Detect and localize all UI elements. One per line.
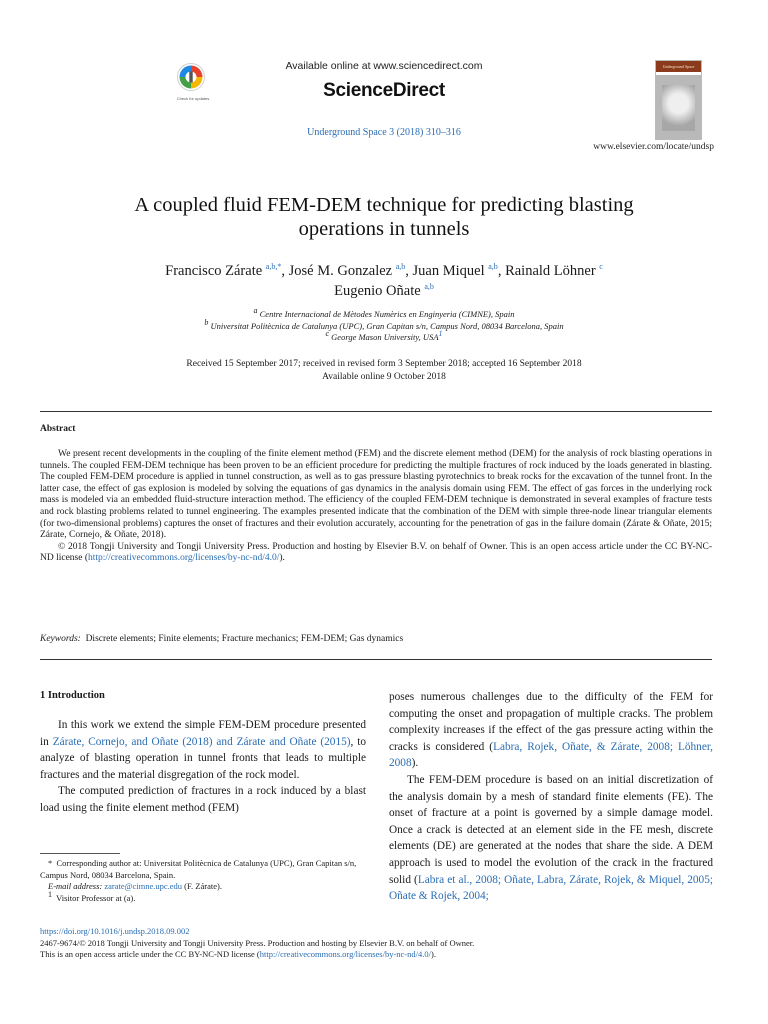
open-access-line xyxy=(40,949,740,961)
abstract-text: We present recent developments in the coupling of the finite element method (FEM) and the discrete element method (DEM) for the analysis of rock blasting operations in tunnels. The coupled FEM-DEM technique has been proven to be an efficient procedure for predicting the multiple fractures of rock induced by the loads generated in blasting. The coupled FEM-DEM procedure is applied in tunnel construction, as well as to gas pressure blasting pyrotechnics to break rocks for the excavation of the tunnel front. In the latter case, the effect of gas explosion is modeled by solving the equations of gas dynamics in the analysis domain using FEM. The effect of gas forces in the underlying rock mass is modeled via an embedded fluid-structure interaction method. The efficiency of the coupled FEM-DEM technique is demonstrated in several examples of fracture tests and rock blasting problems related to tunnel engineering. The examples presented indicate that the combination of the DEM with simple three-node linear triangular elements (for two-dimensional problems) captures the onset of fractures and their evolution accurately, accounting for the penetration of gas in the failure domain (Zárate & Oñate, 2015; Zárate, Cornejo, & Oñate, 2018). xyxy=(40,449,712,541)
author-separator: , xyxy=(281,263,289,279)
page-footer xyxy=(40,926,740,961)
journal-url[interactable]: www.elsevier.com/locate/undsp xyxy=(593,142,714,152)
text: In this work we extend the simple FEM-DEM procedure presented in xyxy=(40,719,366,748)
available-date: Available online 9 October 2018 xyxy=(322,372,446,382)
affiliation-text: Universitat Politècnica de Catalunya (UPC), Gran Capitan s/n, Campus Nord, 08034 Barcelona, Spain xyxy=(210,320,564,331)
crossmark-caption: Check for updates xyxy=(176,96,210,101)
affiliation-mark: b xyxy=(204,317,209,327)
footnote-text: Corresponding author at: Universitat Politècnica de Catalunya (UPC), Gran Capitan s/n, Campus Nord, 08034 Barcelona, Spain. xyxy=(40,858,357,880)
author-name: Francisco Zárate xyxy=(165,263,263,279)
author-name: José M. Gonzalez xyxy=(288,263,393,279)
affiliation-item xyxy=(40,306,728,321)
author-affil-marks[interactable]: c xyxy=(599,262,603,272)
footnote-email xyxy=(40,881,366,893)
keywords-text: Discrete elements; Finite elements; Fracture mechanics; FEM-DEM; Gas dynamics xyxy=(85,634,404,644)
keywords-bottom-rule xyxy=(40,659,712,660)
affiliation-text: George Mason University, USA xyxy=(331,332,439,342)
affiliation-item xyxy=(40,329,728,344)
text: poses numerous challenges due to the difficulty of the FEM for computing the onset and propagation of multiple cracks. The problem complexity increases if the effect of the gas pressure acting within the cracks is considered ( xyxy=(389,691,713,753)
author-affil-marks[interactable]: a,b xyxy=(488,262,498,272)
text: The FEM-DEM procedure is based on an initial discretization of the analysis domain by a mesh of standard finite elements (FE). The onset of fracture at a point is governed by a simple damage model. Once a crack is detected at an element side in the FE mesh, discrete elements (DE) are generated at the nodes that share the side. A DEM approach is used to model the evolution of the crack in the fractured solid ( xyxy=(389,773,713,886)
author-line-1 xyxy=(40,261,728,281)
paragraph: The computed prediction of fractures in a rock induced by a blast load using the finite element method (FEM) xyxy=(40,785,366,814)
author-line-2 xyxy=(40,281,728,301)
affiliation-item xyxy=(40,317,728,333)
author-affil-marks[interactable]: a,b xyxy=(395,262,406,272)
text: ). xyxy=(411,757,419,770)
footnote-rule xyxy=(40,853,120,854)
footnote-visitor xyxy=(40,889,366,905)
abstract-body xyxy=(40,449,712,565)
available-online: Available online at www.sciencedirect.com xyxy=(285,60,483,72)
footnote-corresponding xyxy=(40,858,366,881)
journal-citation-link[interactable]: Underground Space 3 (2018) 310–316 xyxy=(307,127,461,138)
doi-link[interactable]: https://doi.org/10.1016/j.undsp.2018.09.002 xyxy=(40,926,190,936)
paragraph xyxy=(389,689,713,772)
copyright-notice xyxy=(40,542,712,565)
citation-link[interactable]: Labra, Rojek, Oñate, & Zárate, 2008; Löhner, 2008 xyxy=(389,740,713,770)
author-name: Rainald Löhner xyxy=(505,263,596,279)
text: This is an open access article under the CC BY-NC-ND license ( xyxy=(40,949,260,959)
license-link[interactable]: http://creativecommons.org/licenses/by-nc-nd/4.0/ xyxy=(259,949,431,959)
affiliation-text: Centre Internacional de Mètodes Numèrics en Enginyeria (CIMNE), Spain xyxy=(259,309,515,319)
keywords xyxy=(40,634,403,644)
journal-cover-thumbnail[interactable] xyxy=(655,60,702,140)
author-name: Eugenio Oñate xyxy=(334,283,421,299)
text: ). xyxy=(431,949,436,959)
footnote-mark: * xyxy=(48,858,53,868)
cover-image xyxy=(662,85,695,131)
abstract-top-rule xyxy=(40,411,712,412)
article-title xyxy=(60,193,708,241)
author-separator: , xyxy=(497,263,506,279)
citation-link[interactable]: Zárate, Cornejo, and Oñate (2018) and Zárate and Oñate (2015) xyxy=(52,735,351,748)
text: , to analyze of blasting operation in tunnel fronts that leads to multiple fractures and the material disgregation of the rock model. xyxy=(40,735,367,781)
title-line-2: operations in tunnels xyxy=(298,218,470,240)
email-link[interactable]: zarate@cimne.upc.edu xyxy=(104,881,183,891)
footnote-text: Visitor Professor at (a). xyxy=(56,892,136,903)
footnote-mark: 1 xyxy=(48,889,52,899)
email-label: E-mail address: xyxy=(48,881,103,891)
section-heading-introduction: 1 Introduction xyxy=(40,690,105,701)
issn-line: 2467-9674/© 2018 Tongji University and Tongji University Press. Production and hosting by Elsevier B.V. on behalf of Owner. xyxy=(40,937,475,948)
citation-link[interactable]: Labra et al., 2008; Oñate, Labra, Zárate, Rojek, & Miquel, 2005; Oñate & Rojek, 2004; xyxy=(389,873,713,903)
author-affil-marks[interactable]: a,b xyxy=(424,282,434,292)
author-list xyxy=(40,261,728,301)
footnotes xyxy=(40,858,366,904)
affiliation-mark: a xyxy=(253,306,258,316)
left-column xyxy=(40,717,366,817)
cover-title: Underground Space xyxy=(662,64,695,69)
received-dates: Received 15 September 2017; received in revised form 3 September 2018; accepted 16 September 2018 xyxy=(186,359,582,369)
author-affil-marks[interactable]: a,b,* xyxy=(265,262,282,272)
paragraph xyxy=(40,717,366,783)
sciencedirect-logo: ScienceDirect xyxy=(323,80,445,101)
copyright-text: © 2018 Tongji University and Tongji University Press. Production and hosting by Elsevier B.V. on behalf of Owner. This is an open access article under the CC BY-NC-ND license ( xyxy=(40,541,712,564)
affiliation-mark: c xyxy=(325,329,330,339)
affiliation-list xyxy=(40,306,728,344)
title-line-1: A coupled fluid FEM-DEM technique for predicting blasting xyxy=(134,194,634,216)
copyright-end: ). xyxy=(279,553,285,564)
keywords-label: Keywords: xyxy=(40,634,81,644)
article-dates xyxy=(40,358,728,384)
author-name: Juan Miquel xyxy=(412,263,485,279)
email-suffix: (F. Zárate). xyxy=(184,881,222,891)
paragraph xyxy=(389,772,713,905)
author-separator: , xyxy=(405,263,413,279)
abstract-heading: Abstract xyxy=(40,424,76,434)
right-column xyxy=(389,689,713,905)
license-link[interactable]: http://creativecommons.org/licenses/by-nc-nd/4.0/ xyxy=(88,553,280,564)
footnote-mark[interactable]: 1 xyxy=(438,329,443,339)
